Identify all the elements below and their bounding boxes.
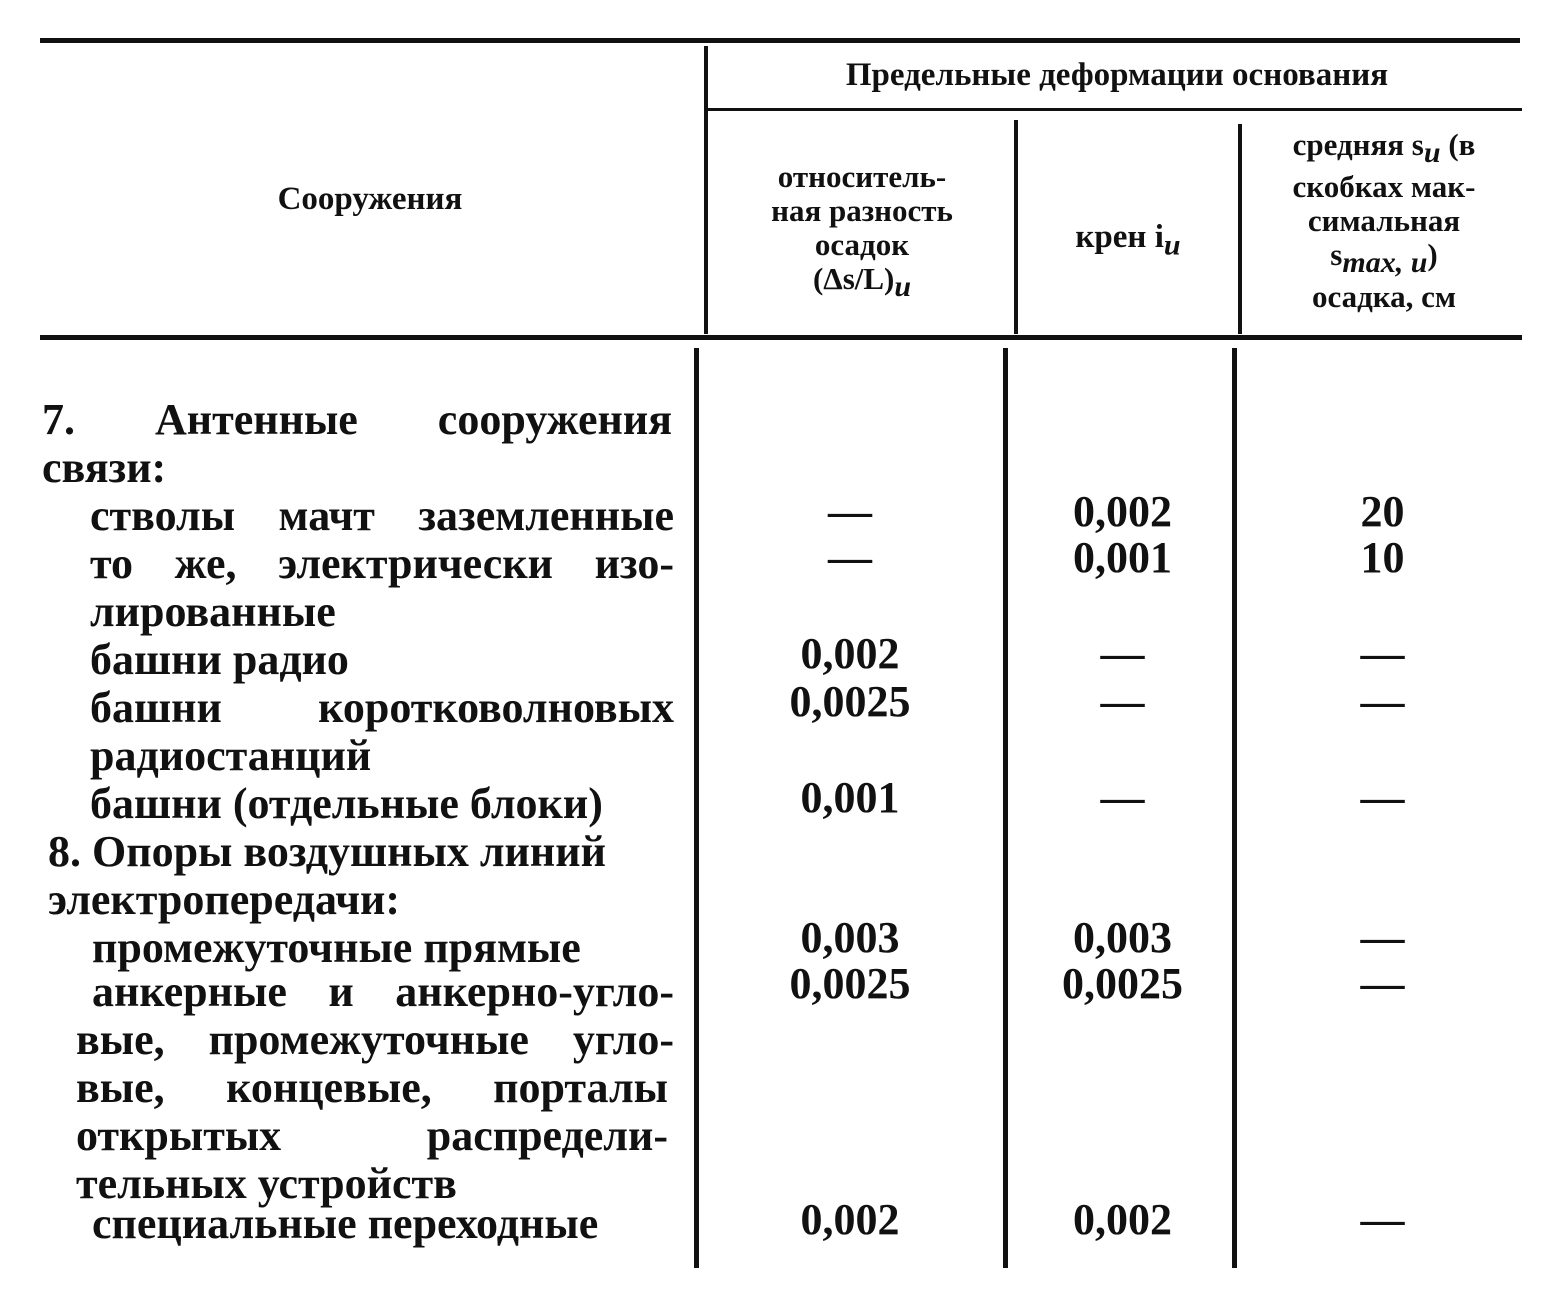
header-bottom-rule — [40, 335, 1522, 340]
cell-towers-blocks-rel: 0,001 — [800, 773, 900, 822]
cell-masts-grounded-rel: — — [828, 487, 872, 536]
cell-masts-isolated-rel: — — [828, 533, 872, 582]
row-label-anchor-cont-4: тельных устройств — [76, 1159, 457, 1208]
cell-anchor-tilt: 0,0025 — [1062, 959, 1183, 1008]
cell-intermediate-straight-tilt: 0,003 — [1073, 913, 1172, 962]
row-label-anchor-cont-1: вые, промежуточные угло- — [76, 1015, 674, 1064]
group-header-rule — [707, 108, 1522, 111]
row-label-anchor: анкерные и анкерно-угло- — [92, 967, 674, 1016]
cell-intermediate-straight-rel: 0,003 — [800, 913, 900, 962]
cell-anchor-rel: 0,0025 — [789, 959, 911, 1008]
body-divider-1 — [694, 348, 699, 1268]
row-label-intermediate-straight: промежуточные прямые — [92, 923, 581, 972]
header-mean-settlement: средняя $s_u$ (в скобках мак- симальная $s_{max, u}$) осадка, см — [1292, 127, 1476, 315]
row-label-power-lines-title: 8. Опоры воздушных линий — [48, 827, 606, 876]
row-label-special-crossing: специальные переходные — [92, 1199, 599, 1248]
row-label-masts-grounded: стволы мачт заземленные — [90, 491, 674, 540]
cell-masts-isolated-tilt: 0,001 — [1073, 533, 1172, 582]
row-label-antenna-title: 7. Антенные сооружения — [42, 395, 672, 444]
cell-radio-towers-mean: — — [1360, 629, 1405, 678]
row-label-masts-isolated-cont: лированные — [90, 587, 336, 636]
row-label-shortwave-towers-cont: радиостанций — [90, 731, 372, 780]
row-label-shortwave-towers: башни коротковолновых — [90, 683, 674, 732]
cell-towers-blocks-tilt: — — [1100, 773, 1145, 822]
cell-radio-towers-tilt: — — [1100, 629, 1145, 678]
cell-special-crossing-tilt: 0,002 — [1073, 1195, 1172, 1244]
cell-special-crossing-mean: — — [1360, 1195, 1405, 1244]
cell-intermediate-straight-mean: — — [1360, 913, 1405, 962]
row-label-anchor-cont-2: вые, концевые, порталы — [76, 1063, 668, 1112]
header-group-title: Предельные деформации основания — [845, 57, 1389, 93]
header-relative-settlement: относитель- ная разность осадок $(\Delta s/L)_u$ — [771, 159, 953, 304]
header-tilt: крен $i_u$ — [1075, 219, 1181, 262]
header-divider-3 — [1238, 124, 1242, 334]
header-divider-2 — [1014, 120, 1018, 334]
top-rule — [40, 38, 1520, 43]
header-divider-1 — [704, 46, 708, 334]
cell-shortwave-towers-rel: 0,0025 — [789, 677, 911, 726]
row-label-masts-isolated: то же, электрически изо- — [90, 539, 674, 588]
row-label-towers-blocks: башни (отдельные блоки) — [90, 779, 603, 828]
body-divider-2 — [1003, 348, 1008, 1268]
cell-masts-isolated-mean: 10 — [1360, 533, 1405, 582]
cell-masts-grounded-tilt: 0,002 — [1073, 487, 1172, 536]
cell-special-crossing-rel: 0,002 — [800, 1195, 900, 1244]
cell-towers-blocks-mean: — — [1360, 773, 1405, 822]
header-structures: Сооружения — [277, 181, 463, 217]
row-label-anchor-cont-3: открытых распредели- — [76, 1111, 668, 1160]
row-label-antenna-title-cont: связи: — [42, 443, 167, 492]
cell-radio-towers-rel: 0,002 — [800, 629, 900, 678]
cell-shortwave-towers-tilt: — — [1100, 677, 1145, 726]
cell-shortwave-towers-mean: — — [1360, 677, 1405, 726]
cell-anchor-mean: — — [1360, 959, 1405, 1008]
row-label-power-lines-title-cont: электропередачи: — [48, 875, 401, 924]
cell-masts-grounded-mean: 20 — [1360, 487, 1405, 536]
row-label-radio-towers: башни радио — [90, 635, 349, 684]
